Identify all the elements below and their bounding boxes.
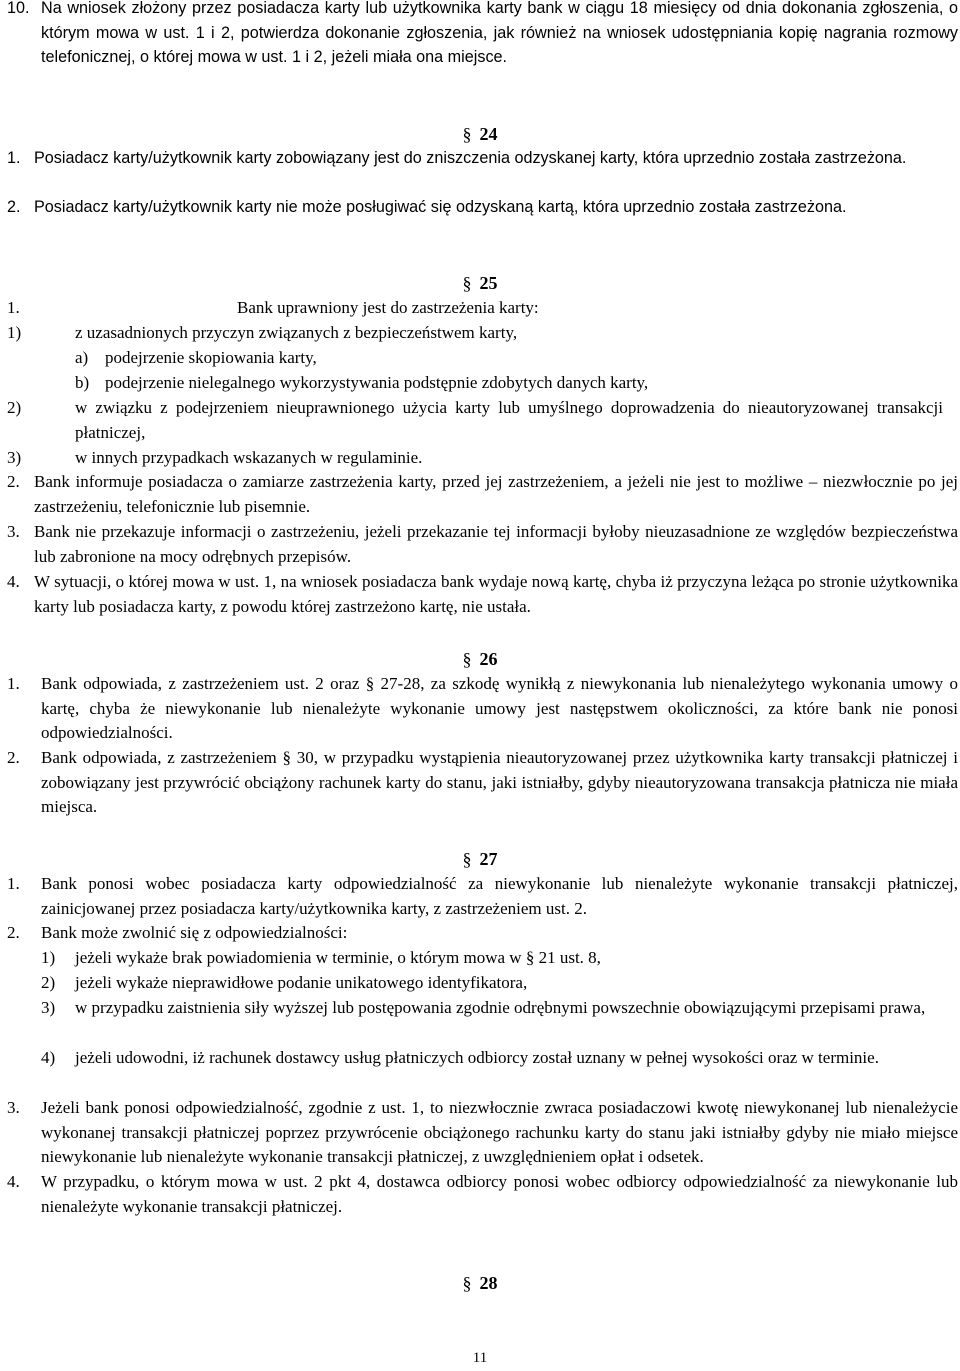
par10-text: Na wniosek złożony przez posiadacza karty lub użytkownika karty bank w ciągu 18 miesięcy od dnia dokonania zgłoszenia, o którym mowa w ust. 1 i 2, potwierdza dokonanie zgłoszenia, jak również na wniosek udostępniania kopię nagrania rozmowy telefonicznej, o której mowa w ust. 1 i 2, jeżeli miała ona miejsce. — [41, 0, 958, 66]
s27-p2-2-number: 2) — [41, 973, 56, 992]
s27-p2-4-number: 4) — [41, 1048, 56, 1067]
s27-p2-1-number: 1) — [41, 948, 56, 967]
par10-number: 10. — [7, 0, 30, 17]
s26-p1-text: Bank odpowiada, z zastrzeżeniem ust. 2 oraz § 27-28, za szkodę wynikłą z niewykonania lub nienależytego wykonania umowy o kartę, chyba że niewykonanie lub nienależyte wykonanie umowy jest następstwem okoliczności, za które bank nie ponosi odpowiedzialności. — [41, 674, 958, 742]
s25-p1-1-text: z uzasadnionych przyczyn związanych z bezpieczeństwem karty, — [75, 323, 518, 342]
s26-p1-number: 1. — [7, 674, 20, 693]
s27-p2-2-text: jeżeli wykaże nieprawidłowe podanie unikatowego identyfikatora, — [75, 973, 528, 992]
section-26-heading: § 26 — [462, 649, 498, 669]
s27-p2-number: 2. — [7, 923, 20, 942]
s26-p2-text: Bank odpowiada, z zastrzeżeniem § 30, w przypadku wystąpienia nieautoryzowanej przez użytkownika karty transakcji płatniczej i zobowiązany jest przywrócić obciążony rachunek karty do stanu, jaki istniałby, gdyby nieautoryzowana transakcja płatnicza nie miała miejsca. — [41, 748, 958, 816]
s25-p1-text: Bank uprawniony jest do zastrzeżenia karty: — [237, 298, 539, 317]
s27-p2-3-text: w przypadku zaistnienia siły wyższej lub postępowania zgodnie odrębnymi powszechnie obowiązującymi przepisami prawa, — [75, 998, 926, 1017]
s25-p4-number: 4. — [7, 572, 20, 591]
page-number: 11 — [472, 1350, 488, 1366]
s25-p1-3-number: 3) — [7, 448, 22, 467]
s25-p3-number: 3. — [7, 522, 20, 541]
s25-p1-1a-text: podejrzenie skopiowania karty, — [105, 348, 317, 367]
s25-p2-text: Bank informuje posiadacza o zamiarze zastrzeżenia karty, przed jej zastrzeżeniem, a jeżeli nie jest to możliwe – niezwłocznie po jej zastrzeżeniu, telefonicznie lub pisemnie. — [34, 472, 958, 516]
s25-p1-1-number: 1) — [7, 323, 22, 342]
s25-p1-2-text: w związku z podejrzeniem nieuprawnionego użycia karty lub umyślnego doprowadzenia do nieautoryzowanej transakcji płatniczej, — [75, 398, 943, 442]
s25-p1-1b-text: podejrzenie nielegalnego wykorzystywania podstępnie zdobytych danych karty, — [105, 373, 649, 392]
s25-p2-number: 2. — [7, 472, 20, 491]
s27-p4-text: W przypadku, o którym mowa w ust. 2 pkt 4, dostawca odbiorcy ponosi wobec odbiorcy odpowiedzialność za niewykonanie lub nienależyte wykonanie transakcji płatniczej. — [41, 1172, 958, 1216]
s25-p1-1b-number: b) — [75, 373, 90, 392]
s25-p1-3-text: w innych przypadkach wskazanych w regulaminie. — [75, 448, 423, 467]
s27-p2-3-number: 3) — [41, 998, 56, 1017]
s24-item-1-text: Posiadacz karty/użytkownik karty zobowiązany jest do zniszczenia odzyskanej karty, która uprzednio została zastrzeżona. — [34, 149, 907, 167]
s27-p3-text: Jeżeli bank ponosi odpowiedzialność, zgodnie z ust. 1, to niezwłocznie zwraca posiadaczowi kwotę niewykonanej lub nienależycie wykonanej transakcji płatniczej poprzez przywrócenie obciążonego rachunku karty do stanu jaki istniałby gdyby nie miało miejsce niewykonanie lub nienależyte wykonanie transakcji płatniczej, z uwzględnieniem opłat i odsetek. — [41, 1098, 958, 1166]
s27-p2-4-text: jeżeli udowodni, iż rachunek dostawcy usług płatniczych odbiorcy został uznany w pełnej wysokości oraz w terminie. — [75, 1048, 879, 1067]
s25-p1-2-number: 2) — [7, 398, 22, 417]
s24-item-2-text: Posiadacz karty/użytkownik karty nie może posługiwać się odzyskaną kartą, która uprzednio została zastrzeżona. — [34, 198, 847, 216]
s25-p1-1a-number: a) — [75, 348, 89, 367]
s25-p4-text: W sytuacji, o której mowa w ust. 1, na wniosek posiadacza bank wydaje nową kartę, chyba iż przyczyna leżąca po stronie użytkownika karty lub posiadacza karty, z powodu której zastrzeżono kartę, nie ustała. — [34, 572, 958, 616]
s24-item-2-number: 2. — [7, 198, 21, 216]
s26-p2-number: 2. — [7, 748, 20, 767]
s27-p1-number: 1. — [7, 874, 20, 893]
s27-p2-1-text: jeżeli wykaże brak powiadomienia w terminie, o którym mowa w § 21 ust. 8, — [75, 948, 601, 967]
s25-p3-text: Bank nie przekazuje informacji o zastrzeżeniu, jeżeli przekazanie tej informacji byłoby nieuzasadnione ze względów bezpieczeństwa lub zabronione na mocy odrębnych przepisów. — [34, 522, 958, 566]
s27-p3-number: 3. — [7, 1098, 20, 1117]
section-27-heading: § 27 — [462, 849, 498, 869]
section-24-heading: § 24 — [462, 124, 498, 144]
s27-p4-number: 4. — [7, 1172, 20, 1191]
section-28-heading: § 28 — [462, 1273, 498, 1293]
s24-item-1-number: 1. — [7, 149, 21, 167]
section-25-heading: § 25 — [462, 273, 498, 293]
s27-p1-text: Bank ponosi wobec posiadacza karty odpowiedzialność za niewykonanie lub nienależyte wykonanie transakcji płatniczej, zainicjowanej przez posiadacza karty/użytkownika karty, z zastrzeżeniem ust. 2. — [41, 874, 958, 918]
s27-p2-text: Bank może zwolnić się z odpowiedzialności: — [41, 923, 348, 942]
s25-p1-number: 1. — [7, 298, 20, 317]
